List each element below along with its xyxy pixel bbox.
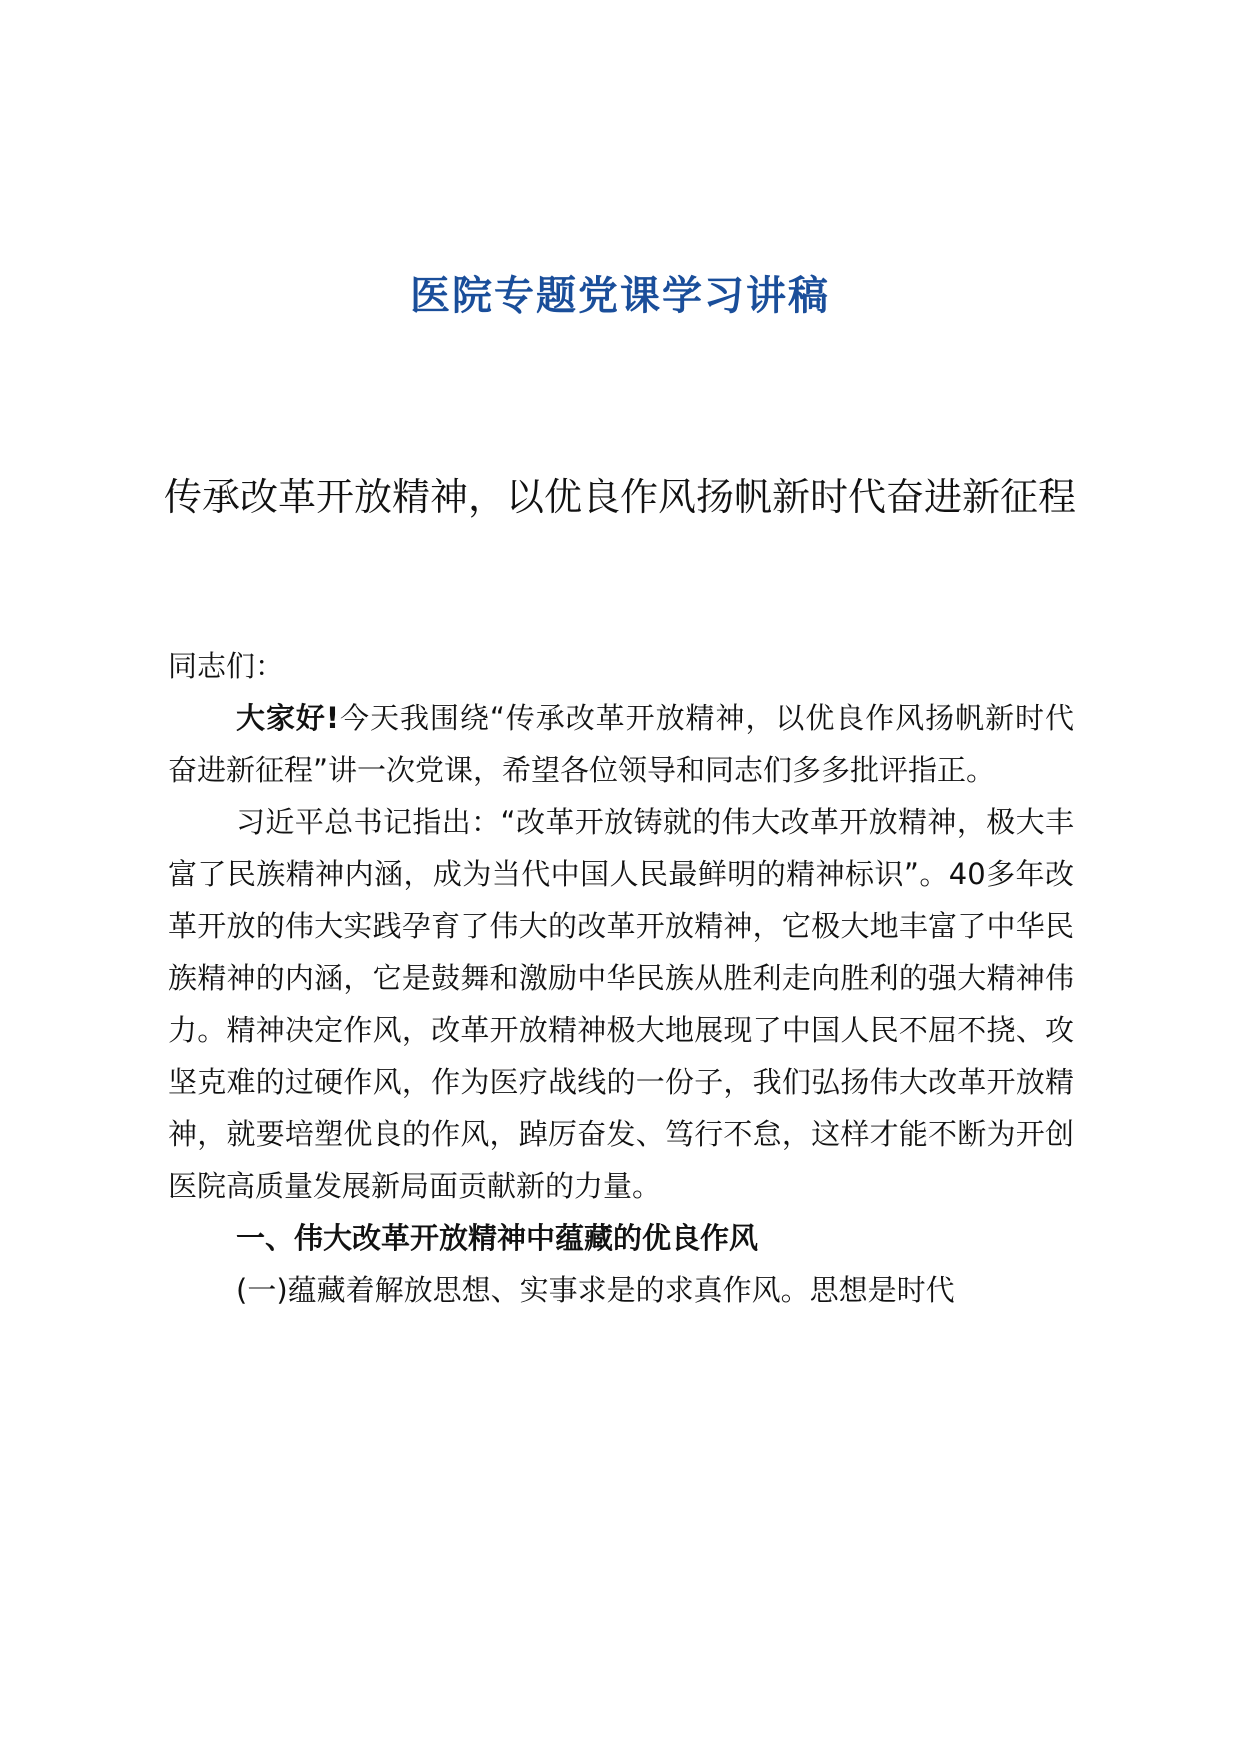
subsection-paragraph: (一)蕴藏着解放思想、实事求是的求真作风。思想是时代 bbox=[236, 1273, 955, 1307]
paragraph-quote: 习近平总书记指出：“改革开放铸就的伟大改革开放精神，极大丰富了民族精神内涵，成为当代中国人民最鲜明的精神标识”。40多年改革开放的伟大实践孕育了伟大的改革开放精神，它极大地丰富了中华民族精神的内涵，它是鼓舞和激励中华民族从胜利走向胜利的强大精神伟力。精神决定作风，改革开放精神极大地展现了中国人民不屈不挠、攻坚克难的过硬作风，作为医疗战线的一份子，我们弘扬伟大改革开放精神，就要培塑优良的作风，踔厉奋发、笃行不怠，这样才能不断为开创医院高质量发展新局面贡献新的力量。 bbox=[168, 805, 1074, 1203]
document-title: 传承改革开放精神，以优良作风扬帆新时代奋进新征程 bbox=[163, 475, 1076, 519]
salutation: 同志们： bbox=[168, 649, 285, 683]
document-header: 医院专题党课学习讲稿 bbox=[410, 273, 830, 319]
document-body bbox=[168, 640, 1074, 1316]
greeting-lead: 大家好! bbox=[236, 701, 340, 735]
section-heading: 一、伟大改革开放精神中蕴藏的优良作风 bbox=[236, 1221, 759, 1255]
greeting-text: 今天我围绕“传承改革开放精神，以优良作风扬帆新时代奋进新征程”讲一次党课，希望各位领导和同志们多多批评指正。 bbox=[168, 701, 1074, 787]
paragraph-greeting bbox=[168, 692, 1074, 796]
